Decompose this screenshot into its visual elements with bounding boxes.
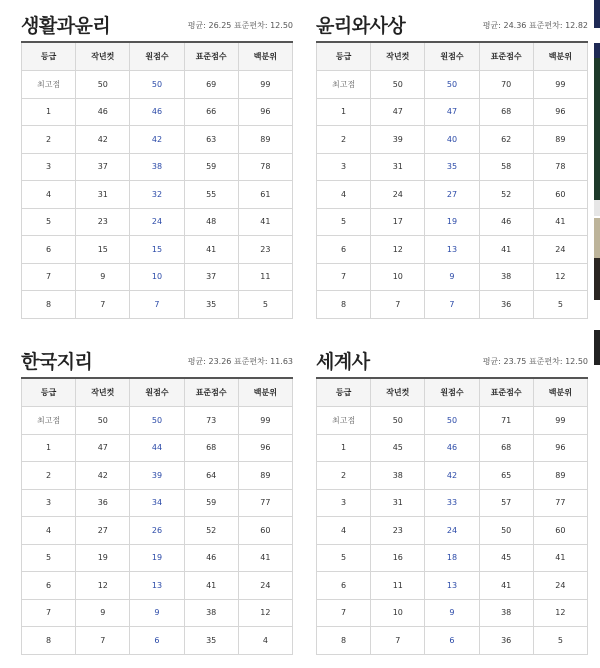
raw-score-cell: 32 — [130, 181, 184, 209]
standard-score-cell: 63 — [184, 126, 238, 154]
grade-cell: 2 — [22, 462, 76, 490]
last-year-cut-cell: 50 — [371, 71, 425, 99]
raw-score-cell: 47 — [425, 98, 479, 126]
percentile-cell: 89 — [533, 462, 587, 490]
last-year-cut-cell: 47 — [371, 98, 425, 126]
percentile-cell: 41 — [238, 208, 292, 236]
percentile-cell: 23 — [238, 236, 292, 264]
last-year-cut-cell: 12 — [371, 236, 425, 264]
grade-cell: 6 — [317, 572, 371, 600]
table-row — [317, 462, 588, 490]
column-header-percentile: 백분위 — [238, 42, 292, 71]
table-header-row — [22, 42, 293, 71]
raw-score-cell: 27 — [425, 181, 479, 209]
subject-title: 한국지리 — [21, 351, 93, 373]
panel-header — [21, 341, 293, 377]
cropped-adjacent-content — [594, 258, 600, 300]
last-year-cut-cell: 19 — [76, 544, 130, 572]
column-header-standard-score: 표준점수 — [479, 42, 533, 71]
table-row — [317, 489, 588, 517]
raw-score-cell: 9 — [130, 599, 184, 627]
last-year-cut-cell: 24 — [371, 181, 425, 209]
standard-score-cell: 68 — [479, 98, 533, 126]
table-row — [22, 572, 293, 600]
percentile-cell: 99 — [238, 407, 292, 435]
table-header-row — [317, 378, 588, 407]
column-header-grade: 등급 — [22, 42, 76, 71]
raw-score-cell: 13 — [425, 572, 479, 600]
table-row — [317, 291, 588, 319]
mean-value: 24.36 — [503, 21, 527, 30]
grade-cell: 7 — [22, 263, 76, 291]
percentile-cell: 41 — [238, 544, 292, 572]
raw-score-cell: 19 — [130, 544, 184, 572]
raw-score-cell: 50 — [425, 407, 479, 435]
table-row — [317, 71, 588, 99]
standard-score-cell: 41 — [184, 572, 238, 600]
grade-cut-table — [316, 41, 588, 319]
table-row — [317, 434, 588, 462]
score-panel-world-history — [316, 341, 588, 655]
grade-cut-table — [21, 41, 293, 319]
table-row — [317, 98, 588, 126]
raw-score-cell: 50 — [130, 407, 184, 435]
percentile-cell: 4 — [238, 627, 292, 655]
sd-label: 표준편차: — [233, 357, 268, 366]
last-year-cut-cell: 9 — [76, 263, 130, 291]
grade-cell: 2 — [317, 462, 371, 490]
standard-score-cell: 71 — [479, 407, 533, 435]
table-row — [317, 407, 588, 435]
score-panel-ethics-thought — [316, 5, 588, 319]
panel-header — [21, 5, 293, 41]
percentile-cell: 77 — [533, 489, 587, 517]
raw-score-cell: 50 — [425, 71, 479, 99]
mean-label: 평균: — [187, 357, 206, 366]
panel-header — [316, 341, 588, 377]
percentile-cell: 41 — [533, 208, 587, 236]
last-year-cut-cell: 42 — [76, 462, 130, 490]
grade-cell: 7 — [22, 599, 76, 627]
last-year-cut-cell: 31 — [371, 153, 425, 181]
last-year-cut-cell: 7 — [371, 291, 425, 319]
table-row — [317, 263, 588, 291]
standard-score-cell: 41 — [479, 236, 533, 264]
last-year-cut-cell: 50 — [371, 407, 425, 435]
raw-score-cell: 34 — [130, 489, 184, 517]
grade-cell: 3 — [22, 489, 76, 517]
column-header-standard-score: 표준점수 — [184, 378, 238, 407]
standard-score-cell: 48 — [184, 208, 238, 236]
standard-score-cell: 46 — [184, 544, 238, 572]
last-year-cut-cell: 15 — [76, 236, 130, 264]
standard-score-cell: 59 — [184, 153, 238, 181]
grade-cell: 6 — [317, 236, 371, 264]
grade-cell: 3 — [22, 153, 76, 181]
percentile-cell: 99 — [238, 71, 292, 99]
raw-score-cell: 9 — [425, 263, 479, 291]
percentile-cell: 60 — [533, 181, 587, 209]
table-row — [317, 208, 588, 236]
sd-value: 12.50 — [565, 357, 588, 366]
sd-value: 12.82 — [565, 21, 588, 30]
last-year-cut-cell: 38 — [371, 462, 425, 490]
cropped-adjacent-content — [594, 200, 600, 216]
grade-cell: 1 — [22, 434, 76, 462]
grade-cell: 6 — [22, 236, 76, 264]
standard-score-cell: 69 — [184, 71, 238, 99]
column-header-raw-score: 원점수 — [425, 378, 479, 407]
percentile-cell: 89 — [238, 126, 292, 154]
percentile-cell: 96 — [533, 98, 587, 126]
sd-label: 표준편차: — [233, 21, 268, 30]
grade-cell: 5 — [317, 544, 371, 572]
standard-score-cell: 38 — [479, 263, 533, 291]
score-panel-korean-geography — [21, 341, 293, 655]
grade-cell: 최고점 — [317, 71, 371, 99]
standard-score-cell: 64 — [184, 462, 238, 490]
subject-title: 세계사 — [316, 351, 370, 373]
subject-stats — [483, 20, 588, 31]
percentile-cell: 78 — [533, 153, 587, 181]
raw-score-cell: 44 — [130, 434, 184, 462]
column-header-grade: 등급 — [22, 378, 76, 407]
grade-cell: 7 — [317, 263, 371, 291]
mean-label: 평균: — [187, 21, 206, 30]
table-row — [22, 236, 293, 264]
sd-value: 11.63 — [270, 357, 293, 366]
grade-cell: 최고점 — [22, 407, 76, 435]
column-header-raw-score: 원점수 — [425, 42, 479, 71]
grade-cell: 4 — [317, 517, 371, 545]
table-row — [317, 544, 588, 572]
percentile-cell: 60 — [238, 517, 292, 545]
score-panel-ethics-life — [21, 5, 293, 319]
table-row — [317, 572, 588, 600]
standard-score-cell: 66 — [184, 98, 238, 126]
percentile-cell: 12 — [238, 599, 292, 627]
grade-cell: 8 — [22, 627, 76, 655]
grade-cell: 3 — [317, 153, 371, 181]
standard-score-cell: 50 — [479, 517, 533, 545]
sd-label: 표준편차: — [528, 357, 563, 366]
standard-score-cell: 41 — [184, 236, 238, 264]
standard-score-cell: 52 — [184, 517, 238, 545]
grade-cell: 8 — [317, 627, 371, 655]
raw-score-cell: 46 — [425, 434, 479, 462]
percentile-cell: 61 — [238, 181, 292, 209]
last-year-cut-cell: 9 — [76, 599, 130, 627]
standard-score-cell: 36 — [479, 627, 533, 655]
grade-cell: 1 — [317, 434, 371, 462]
table-row — [22, 462, 293, 490]
table-row — [22, 489, 293, 517]
table-row — [22, 627, 293, 655]
table-row — [317, 517, 588, 545]
grade-cell: 3 — [317, 489, 371, 517]
column-header-last-year-cut: 작년컷 — [371, 42, 425, 71]
column-header-last-year-cut: 작년컷 — [76, 378, 130, 407]
sd-value: 12.50 — [270, 21, 293, 30]
raw-score-cell: 6 — [130, 627, 184, 655]
percentile-cell: 99 — [533, 71, 587, 99]
percentile-cell: 5 — [238, 291, 292, 319]
percentile-cell: 24 — [533, 236, 587, 264]
column-header-standard-score: 표준점수 — [479, 378, 533, 407]
cropped-adjacent-content — [594, 43, 600, 58]
cropped-adjacent-content — [594, 58, 600, 200]
column-header-last-year-cut: 작년컷 — [371, 378, 425, 407]
grade-cut-table — [316, 377, 588, 655]
raw-score-cell: 19 — [425, 208, 479, 236]
standard-score-cell: 52 — [479, 181, 533, 209]
last-year-cut-cell: 36 — [76, 489, 130, 517]
standard-score-cell: 45 — [479, 544, 533, 572]
raw-score-cell: 42 — [425, 462, 479, 490]
raw-score-cell: 15 — [130, 236, 184, 264]
last-year-cut-cell: 7 — [371, 627, 425, 655]
mean-value: 23.26 — [208, 357, 232, 366]
percentile-cell: 96 — [238, 434, 292, 462]
column-header-raw-score: 원점수 — [130, 42, 184, 71]
table-row — [317, 599, 588, 627]
last-year-cut-cell: 37 — [76, 153, 130, 181]
last-year-cut-cell: 23 — [371, 517, 425, 545]
grade-cut-table — [21, 377, 293, 655]
table-header-row — [317, 42, 588, 71]
mean-label: 평균: — [482, 357, 501, 366]
standard-score-cell: 58 — [479, 153, 533, 181]
grade-cell: 8 — [22, 291, 76, 319]
raw-score-cell: 18 — [425, 544, 479, 572]
table-header-row — [22, 378, 293, 407]
last-year-cut-cell: 16 — [371, 544, 425, 572]
percentile-cell: 78 — [238, 153, 292, 181]
column-header-percentile: 백분위 — [533, 42, 587, 71]
standard-score-cell: 57 — [479, 489, 533, 517]
column-header-grade: 등급 — [317, 42, 371, 71]
percentile-cell: 12 — [533, 599, 587, 627]
standard-score-cell: 68 — [184, 434, 238, 462]
last-year-cut-cell: 12 — [76, 572, 130, 600]
percentile-cell: 77 — [238, 489, 292, 517]
table-row — [317, 153, 588, 181]
last-year-cut-cell: 47 — [76, 434, 130, 462]
standard-score-cell: 62 — [479, 126, 533, 154]
grade-cell: 2 — [22, 126, 76, 154]
standard-score-cell: 38 — [479, 599, 533, 627]
percentile-cell: 60 — [533, 517, 587, 545]
grade-cell: 5 — [317, 208, 371, 236]
table-row — [22, 599, 293, 627]
table-row — [317, 126, 588, 154]
percentile-cell: 5 — [533, 627, 587, 655]
grade-cell: 1 — [317, 98, 371, 126]
percentile-cell: 24 — [238, 572, 292, 600]
grade-cell: 5 — [22, 208, 76, 236]
table-row — [22, 291, 293, 319]
last-year-cut-cell: 31 — [76, 181, 130, 209]
raw-score-cell: 7 — [130, 291, 184, 319]
raw-score-cell: 13 — [130, 572, 184, 600]
last-year-cut-cell: 45 — [371, 434, 425, 462]
last-year-cut-cell: 7 — [76, 627, 130, 655]
standard-score-cell: 35 — [184, 627, 238, 655]
last-year-cut-cell: 10 — [371, 599, 425, 627]
table-row — [22, 126, 293, 154]
last-year-cut-cell: 10 — [371, 263, 425, 291]
last-year-cut-cell: 11 — [371, 572, 425, 600]
percentile-cell: 99 — [533, 407, 587, 435]
table-row — [317, 236, 588, 264]
mean-value: 26.25 — [208, 21, 232, 30]
raw-score-cell: 39 — [130, 462, 184, 490]
raw-score-cell: 38 — [130, 153, 184, 181]
standard-score-cell: 46 — [479, 208, 533, 236]
grade-cell: 4 — [22, 181, 76, 209]
raw-score-cell: 7 — [425, 291, 479, 319]
raw-score-cell: 33 — [425, 489, 479, 517]
table-row — [22, 434, 293, 462]
table-row — [22, 98, 293, 126]
table-row — [317, 181, 588, 209]
raw-score-cell: 35 — [425, 153, 479, 181]
standard-score-cell: 35 — [184, 291, 238, 319]
percentile-cell: 24 — [533, 572, 587, 600]
table-row — [22, 407, 293, 435]
percentile-cell: 41 — [533, 544, 587, 572]
cropped-adjacent-content — [594, 218, 600, 258]
column-header-grade: 등급 — [317, 378, 371, 407]
grade-cell: 최고점 — [317, 407, 371, 435]
column-header-percentile: 백분위 — [533, 378, 587, 407]
grade-cell: 2 — [317, 126, 371, 154]
table-row — [22, 208, 293, 236]
table-row — [22, 153, 293, 181]
table-row — [317, 627, 588, 655]
table-row — [22, 517, 293, 545]
last-year-cut-cell: 23 — [76, 208, 130, 236]
raw-score-cell: 46 — [130, 98, 184, 126]
subject-title: 윤리와사상 — [316, 15, 406, 37]
raw-score-cell: 6 — [425, 627, 479, 655]
standard-score-cell: 41 — [479, 572, 533, 600]
table-row — [22, 71, 293, 99]
table-row — [22, 544, 293, 572]
subject-stats — [188, 356, 293, 367]
last-year-cut-cell: 17 — [371, 208, 425, 236]
grade-cell: 4 — [22, 517, 76, 545]
cropped-adjacent-content — [594, 0, 600, 28]
last-year-cut-cell: 7 — [76, 291, 130, 319]
raw-score-cell: 40 — [425, 126, 479, 154]
raw-score-cell: 13 — [425, 236, 479, 264]
last-year-cut-cell: 50 — [76, 71, 130, 99]
percentile-cell: 11 — [238, 263, 292, 291]
percentile-cell: 96 — [533, 434, 587, 462]
sd-label: 표준편차: — [528, 21, 563, 30]
last-year-cut-cell: 50 — [76, 407, 130, 435]
last-year-cut-cell: 27 — [76, 517, 130, 545]
standard-score-cell: 70 — [479, 71, 533, 99]
percentile-cell: 89 — [533, 126, 587, 154]
raw-score-cell: 42 — [130, 126, 184, 154]
percentile-cell: 96 — [238, 98, 292, 126]
standard-score-cell: 55 — [184, 181, 238, 209]
raw-score-cell: 24 — [130, 208, 184, 236]
grade-cell: 8 — [317, 291, 371, 319]
grade-cell: 6 — [22, 572, 76, 600]
subject-stats — [483, 356, 588, 367]
cropped-adjacent-content — [594, 330, 600, 365]
raw-score-cell: 24 — [425, 517, 479, 545]
last-year-cut-cell: 39 — [371, 126, 425, 154]
grade-cell: 4 — [317, 181, 371, 209]
percentile-cell: 5 — [533, 291, 587, 319]
panel-header — [316, 5, 588, 41]
last-year-cut-cell: 31 — [371, 489, 425, 517]
standard-score-cell: 65 — [479, 462, 533, 490]
raw-score-cell: 9 — [425, 599, 479, 627]
standard-score-cell: 68 — [479, 434, 533, 462]
standard-score-cell: 38 — [184, 599, 238, 627]
grade-cell: 7 — [317, 599, 371, 627]
percentile-cell: 89 — [238, 462, 292, 490]
raw-score-cell: 26 — [130, 517, 184, 545]
grade-cell: 5 — [22, 544, 76, 572]
column-header-raw-score: 원점수 — [130, 378, 184, 407]
grade-cell: 1 — [22, 98, 76, 126]
column-header-standard-score: 표준점수 — [184, 42, 238, 71]
column-header-last-year-cut: 작년컷 — [76, 42, 130, 71]
grade-cell: 최고점 — [22, 71, 76, 99]
raw-score-cell: 50 — [130, 71, 184, 99]
subject-title: 생활과윤리 — [21, 15, 111, 37]
standard-score-cell: 59 — [184, 489, 238, 517]
mean-value: 23.75 — [503, 357, 527, 366]
standard-score-cell: 37 — [184, 263, 238, 291]
mean-label: 평균: — [482, 21, 501, 30]
percentile-cell: 12 — [533, 263, 587, 291]
standard-score-cell: 73 — [184, 407, 238, 435]
standard-score-cell: 36 — [479, 291, 533, 319]
table-row — [22, 181, 293, 209]
table-row — [22, 263, 293, 291]
last-year-cut-cell: 46 — [76, 98, 130, 126]
column-header-percentile: 백분위 — [238, 378, 292, 407]
subject-stats — [188, 20, 293, 31]
raw-score-cell: 10 — [130, 263, 184, 291]
last-year-cut-cell: 42 — [76, 126, 130, 154]
